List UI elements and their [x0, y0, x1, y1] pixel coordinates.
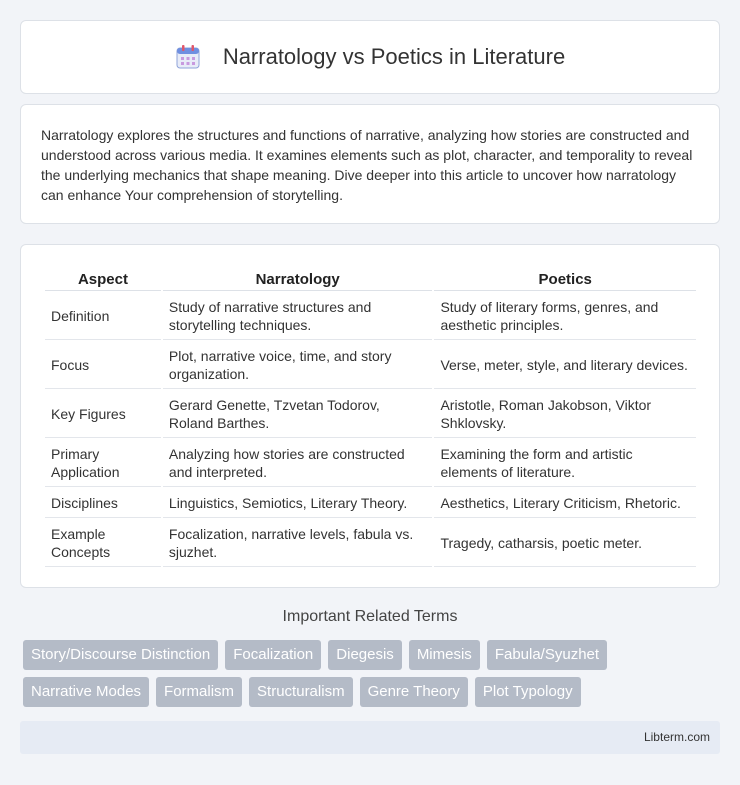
table-cell: Definition — [45, 293, 161, 340]
comparison-table-card — [20, 244, 720, 588]
table-row — [45, 520, 696, 567]
related-terms-title: Important Related Terms — [282, 608, 458, 625]
footer — [20, 721, 720, 754]
table-cell: Disciplines — [45, 489, 161, 518]
table-header-row — [45, 267, 696, 291]
table-cell: Aesthetics, Literary Criticism, Rhetoric. — [434, 489, 696, 518]
column-header-aspect: Aspect — [45, 267, 161, 291]
table-cell: Verse, meter, style, and literary devices. — [434, 342, 696, 389]
table-cell: Aristotle, Roman Jakobson, Viktor Shklovsky. — [434, 391, 696, 438]
tag-structuralism[interactable]: Structuralism — [249, 677, 353, 707]
table-row — [45, 342, 696, 389]
table-cell: Study of literary forms, genres, and aesthetic principles. — [434, 293, 696, 340]
table-cell: Tragedy, catharsis, poetic meter. — [434, 520, 696, 567]
calendar-icon — [175, 44, 201, 70]
intro-text: Narratology explores the structures and functions of narrative, analyzing how stories are constructed and understood across various media. It examines elements such as plot, character, and temporality to reveal the underlying mechanics that shape meaning. Dive deeper into this article to uncover how narratology can enhance Your comprehension of storytelling. — [41, 127, 693, 203]
column-header-narratology: Narratology — [163, 267, 433, 291]
tag-formalism[interactable]: Formalism — [156, 677, 242, 707]
tag-plot-typology[interactable]: Plot Typology — [475, 677, 581, 707]
tag-story-discourse[interactable]: Story/Discourse Distinction — [23, 640, 218, 670]
tag-narrative-modes[interactable]: Narrative Modes — [23, 677, 149, 707]
table-cell: Example Concepts — [45, 520, 161, 567]
tag-row — [23, 640, 723, 670]
intro-card — [20, 104, 720, 224]
footer-link[interactable]: Libterm.com — [643, 730, 710, 744]
table-row — [45, 489, 696, 518]
table-cell: Plot, narrative voice, time, and story organization. — [163, 342, 433, 389]
tag-row — [23, 677, 723, 707]
related-terms-tags — [23, 640, 723, 714]
tag-mimesis[interactable]: Mimesis — [409, 640, 480, 670]
table-cell: Linguistics, Semiotics, Literary Theory. — [163, 489, 433, 518]
table-cell: Study of narrative structures and storytelling techniques. — [163, 293, 433, 340]
header-card — [20, 20, 720, 94]
table-row — [45, 391, 696, 438]
tag-fabula-syuzhet[interactable]: Fabula/Syuzhet — [487, 640, 607, 670]
table-cell: Focus — [45, 342, 161, 389]
table-cell: Focalization, narrative levels, fabula vs. sjuzhet. — [163, 520, 433, 567]
comparison-table — [43, 265, 698, 569]
tag-diegesis[interactable]: Diegesis — [328, 640, 402, 670]
table-cell: Primary Application — [45, 440, 161, 487]
table-row — [45, 293, 696, 340]
tag-genre-theory[interactable]: Genre Theory — [360, 677, 468, 707]
table-cell: Examining the form and artistic elements of literature. — [434, 440, 696, 487]
tag-focalization[interactable]: Focalization — [225, 640, 321, 670]
table-cell: Analyzing how stories are constructed and interpreted. — [163, 440, 433, 487]
column-header-poetics: Poetics — [434, 267, 696, 291]
table-row — [45, 440, 696, 487]
table-cell: Gerard Genette, Tzvetan Todorov, Roland Barthes. — [163, 391, 433, 438]
page-title: Narratology vs Poetics in Literature — [222, 44, 566, 69]
table-cell: Key Figures — [45, 391, 161, 438]
